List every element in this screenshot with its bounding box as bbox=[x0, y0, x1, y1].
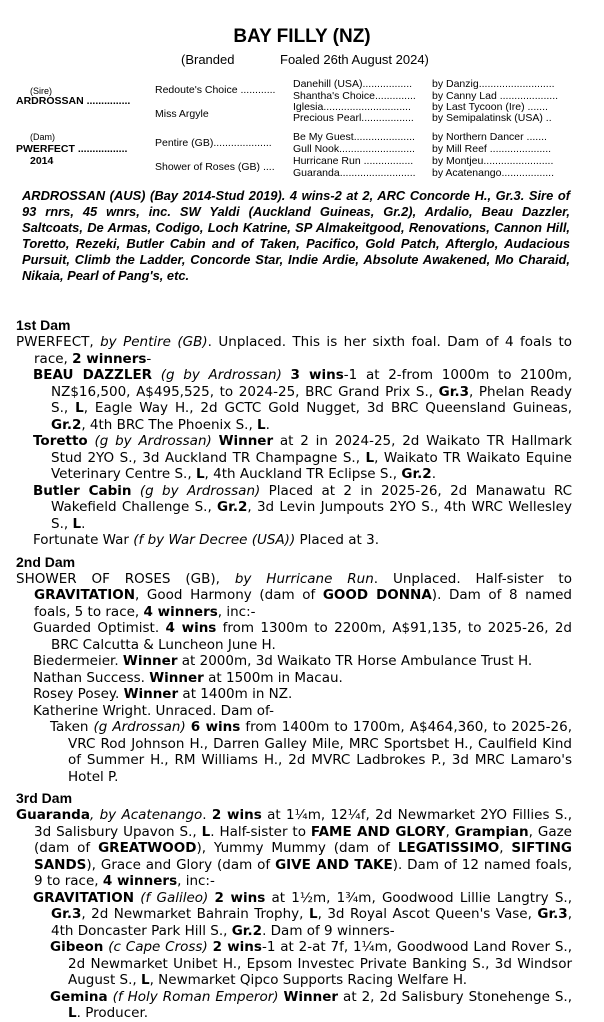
progeny-beau-dazzler: BEAU DAZZLER (g by Ardrossan) 3 wins-1 at 2-from 1000m to 2100m, NZ$16,500, A$495,525, to 2024-25, BRC Grand Prix S., Gr.3, Phelan Ready S., L, Eagle Way H., 2d GCTC Gold Nugget, 3d BRC Queensland Guineas, Gr.2, 4th BRC The Phoenix S., L. bbox=[33, 367, 573, 433]
progeny-rosey-posey: Rosey Posey. Winner at 1400m in NZ. bbox=[33, 686, 293, 702]
progeny-gibeon: Gibeon (c Cape Cross) 2 wins-1 at 2-at 7f, 1¼m, Goodwood Land Rover S., 2d Newmarket Unibet H., Epsom Investec Private Banking S., 3d Windsor August S., L, Newmarket Qipco Supports Racing Welfare H. bbox=[50, 939, 573, 988]
ped-gg3: Iglesia.............................. bbox=[293, 101, 411, 113]
sire-label: (Sire) bbox=[30, 86, 52, 96]
dam-lines bbox=[0, 316, 604, 1022]
ped-ggg1: by Danzig.......................... bbox=[432, 78, 555, 90]
progeny-fortunate-war: Fortunate War (f by War Decree (USA)) Placed at 3. bbox=[33, 532, 380, 548]
pedigree-table bbox=[0, 0, 604, 185]
second-dam-heading: 2nd Dam bbox=[16, 553, 76, 570]
ped-gg4: Precious Pearl.................. bbox=[293, 112, 414, 124]
second-dam-intro: SHOWER OF ROSES (GB), by Hurricane Run. Unplaced. Half-sister to GRAVITATION, Good Harmony (dam of GOOD DONNA). Dam of 8 named foals, 5 to race, 4 winners, inc:- bbox=[16, 570, 573, 620]
progeny-butler-cabin: Butler Cabin (g by Ardrossan) Placed at 2 in 2025-26, 2d Manawatu RC Wakefield Challenge S., Gr.2, 3d Levin Jumpouts 2YO S., 4th WRC Wellesley S., L. bbox=[33, 482, 572, 532]
progeny-toretto: Toretto (g by Ardrossan) Winner at 2 in 2024-25, 2d Waikato TR Hallmark Stud 2YO S., 3d Auckland TR Champagne S., L, Waikato TR Waikato Equine Veterinary Centre S., L, 4th Auckland TR Eclipse S., Gr.2. bbox=[33, 433, 572, 482]
sire-sire: Redoute's Choice ............ bbox=[155, 84, 276, 96]
ped-ggg6: by Mill Reef ..................... bbox=[432, 143, 552, 155]
progeny-taken: Taken (g Ardrossan) 6 wins from 1400m to 1700m, A$464,360, to 2025-26, VRC Rod Johnson H., Darren Galley Mile, MRC Sportsbet H., Caulfield Kind of Summer H., RM Williams H., 2d MVRC Ladbrokes P., 3d MRC Lamaro's Hotel P. bbox=[50, 719, 572, 785]
dam-year: 2014 bbox=[30, 155, 54, 167]
sire-dam: Miss Argyle bbox=[155, 108, 209, 120]
dam-name: PWERFECT ................. bbox=[16, 143, 128, 155]
sire-summary: ARDROSSAN (AUS) (Bay 2014-Stud 2019). 4 wins-2 at 2, ARC Concorde H., Gr.3. Sire of 93 rnrs, 45 wnrs, inc. SW Yaldi (Auckland Guineas, Gr.2), Ardalio, Beau Dazzler, Saltcoats, De Armas, Codigo, Loch Katrine, SP Almakeitgood, Renovations, Cannon Hill, Toretto, Rezeki, Butler Cabin and of Taken, Pacifico, Gold Patch, Afterglo, Audacious Pursuit, Climb the Ladder, Concorde Star, Indie Ardie, Absolute Awakened, Mo Charaid, Nikaia, Pearl of Pang's, etc. bbox=[22, 188, 570, 284]
foaled-date: Foaled 26th August 2024) bbox=[280, 52, 429, 67]
ped-ggg2: by Canny Lad .................... bbox=[432, 90, 559, 102]
progeny-biedermeier: Biedermeier. Winner at 2000m, 3d Waikato TR Horse Ambulance Trust H. bbox=[33, 653, 533, 669]
ped-ggg4: by Semipalatinsk (USA) .. bbox=[432, 112, 552, 124]
ped-gg7: Hurricane Run ................. bbox=[293, 155, 414, 167]
ped-ggg8: by Acatenango.................. bbox=[432, 167, 554, 179]
dam-dam: Shower of Roses (GB) .... bbox=[155, 161, 275, 173]
first-dam-heading: 1st Dam bbox=[16, 317, 71, 333]
progeny-gemina: Gemina (f Holy Roman Emperor) Winner at 2, 2d Salisbury Stonehenge S., L. Producer. bbox=[50, 988, 573, 1021]
progeny-nathan-success: Nathan Success. Winner at 1500m in Macau. bbox=[33, 669, 343, 686]
branded-text: (Branded bbox=[181, 52, 235, 67]
ped-gg8: Guaranda.......................... bbox=[293, 167, 416, 179]
ped-ggg7: by Montjeu........................ bbox=[432, 155, 554, 167]
progeny-katherine-wright: Katherine Wright. Unraced. Dam of- bbox=[33, 702, 274, 719]
dam-sire: Pentire (GB).................... bbox=[155, 137, 272, 149]
third-dam-heading: 3rd Dam bbox=[16, 790, 73, 806]
ped-gg1: Danehill (USA)................. bbox=[293, 78, 413, 90]
ped-gg2: Shantha's Choice.............. bbox=[293, 90, 416, 102]
sire-name: ARDROSSAN ............... bbox=[16, 95, 131, 107]
ped-ggg5: by Northern Dancer ....... bbox=[432, 131, 547, 143]
progeny-gravitation: GRAVITATION (f Galileo) 2 wins at 1½m, 1¾m, Goodwood Lillie Langtry S., Gr.3, 2d Newmarket Bahrain Trophy, L, 3d Royal Ascot Queen's Vase, Gr.3, 4th Doncaster Park Hill S., Gr.2. Dam of 9 winners- bbox=[33, 889, 572, 939]
progeny-guarded-optimist: Guarded Optimist. 4 wins from 1300m to 2200m, A$91,135, to 2025-26, 2d BRC Calcutta & Luncheon June H. bbox=[33, 620, 572, 653]
dam-label: (Dam) bbox=[30, 132, 55, 142]
first-dam-intro: PWERFECT, by Pentire (GB). Unplaced. This is her sixth foal. Dam of 4 foals to race, 2 winners- bbox=[16, 334, 573, 367]
ped-gg6: Gull Nook.......................... bbox=[293, 143, 415, 155]
ped-ggg3: by Last Tycoon (Ire) ....... bbox=[432, 101, 548, 113]
third-dam-intro: Guaranda, by Acatenango. 2 wins at 1¼m, 12¼f, 2d Newmarket 2YO Fillies S., 3d Salisbury Upavon S., L. Half-sister to FAME AND GLORY, Grampian, Gaze (dam of GREATWOOD), Yummy Mummy (dam of LEGATISSIMO, SIFTING SANDS), Grace and Glory (dam of GIVE AND TAKE). Dam of 12 named foals, 9 to race, 4 winners, inc:- bbox=[16, 807, 572, 889]
ped-gg5: Be My Guest..................... bbox=[293, 131, 415, 143]
page-title: BAY FILLY (NZ) bbox=[233, 26, 371, 47]
